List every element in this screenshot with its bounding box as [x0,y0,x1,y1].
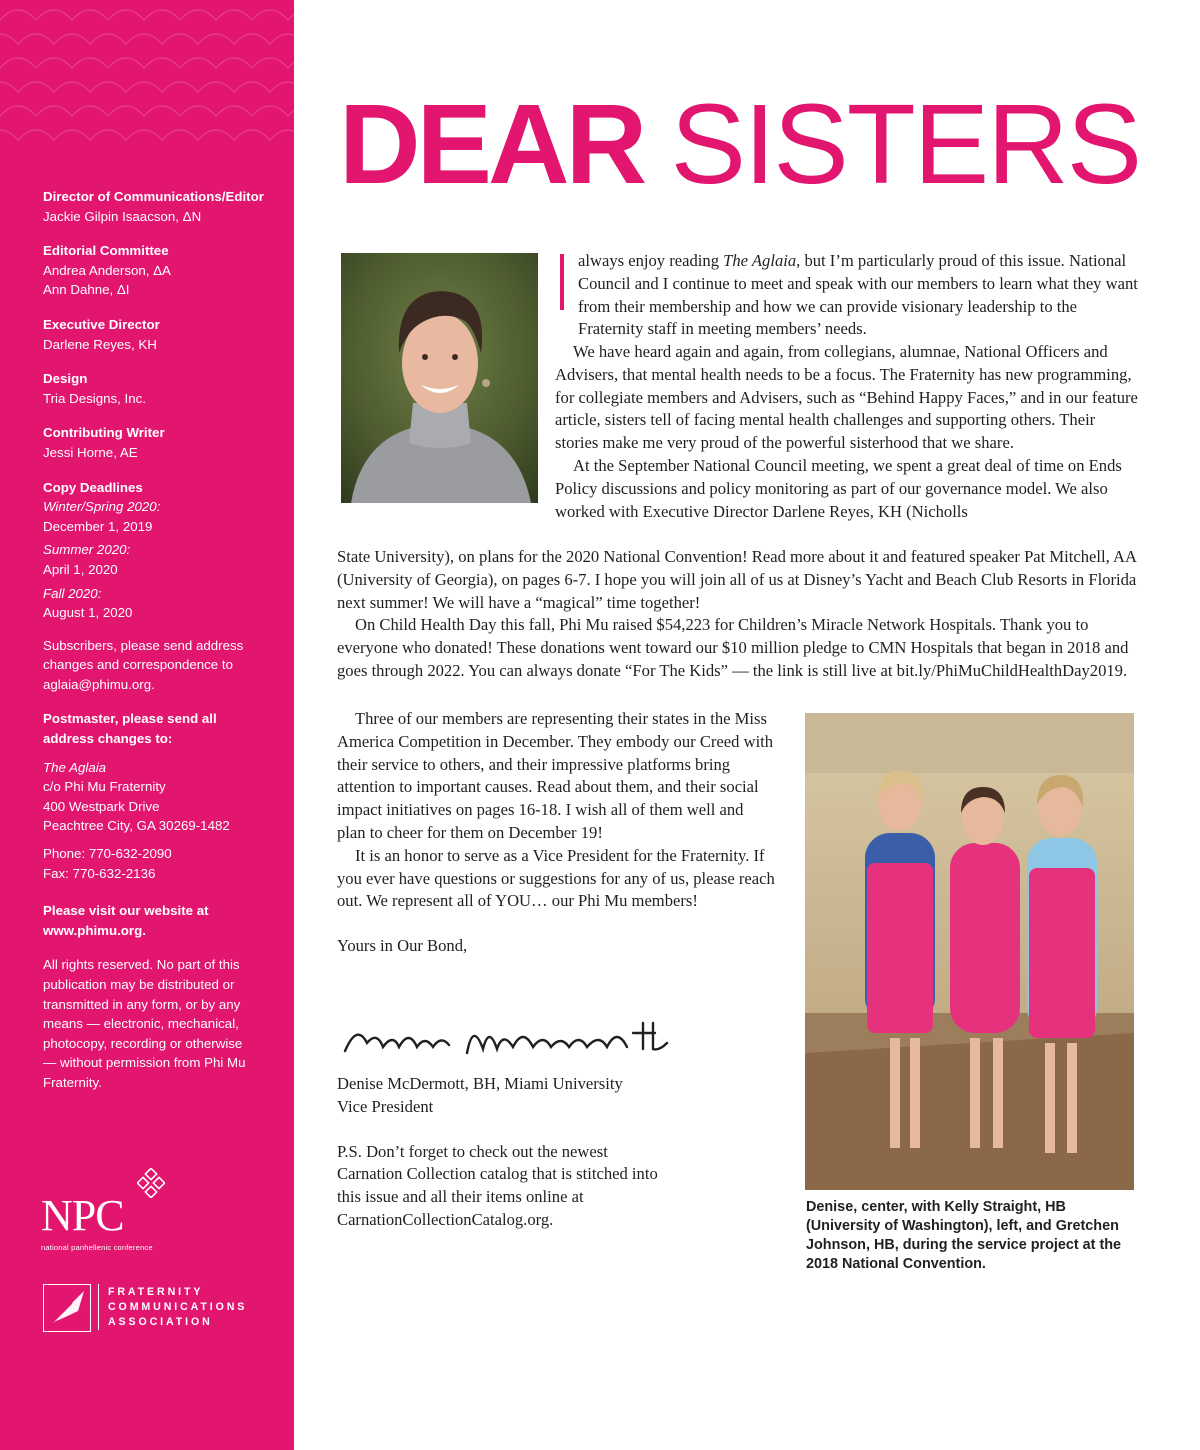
drop-cap-i [560,254,564,310]
fca-divider [98,1284,99,1330]
masthead-design [43,369,278,408]
masthead-exec [43,315,278,354]
masthead-committee [43,241,278,300]
exec-name: Darlene Reyes, KH [43,336,157,352]
signer-block [337,1073,775,1232]
deadline-date: December 1, 2019 [43,518,153,534]
convention-photo [805,713,1134,1190]
npc-tagline: national panhellenic conference [41,1243,153,1252]
carnation-icon [137,1168,165,1198]
phone-number: Phone: 770-632-2090 [43,846,172,862]
committee-label: Editorial Committee [43,243,169,259]
website-note: Please visit our website at www.phimu.org. [43,903,209,938]
committee-member: Andrea Anderson, ΔA [43,262,171,278]
postmaster-label: Postmaster, please send all address changes to: [43,711,217,747]
letter-paragraph: At the September National Council meeting, we spent a great deal of time on Ends Policy discussions and policy monitoring as part of our governance model. We also worked with Executive Director Darlene Reyes, KH (Nicholls [555,455,1122,521]
subscribers-text: Subscribers, please send address changes and correspondence to aglaia@phimu.org. [43,637,244,692]
address-publication: The Aglaia [43,759,107,775]
photo-caption: Denise, center, with Kelly Straight, HB (University of Washington), left, and Gretchen Johnson, HB, during the service project at the 2018 National Convention. [806,1199,1122,1272]
design-name: Tria Designs, Inc. [43,390,146,406]
deadline-issue: Fall 2020: [43,585,102,601]
fax-number: Fax: 770-632-2136 [43,865,156,881]
fca-line: COMMUNICATIONS [108,1301,248,1313]
deadline-date: April 1, 2020 [43,561,118,577]
letter-paragraph: State University), on plans for the 2020 National Convention! Read more about it and featured speaker Pat Mitchell, AA (University of Georgia), on pages 6-7. I hope you will join all of us at Disney’s Yacht and Beach Club Resorts in Florida next summer! We will have a “magical” time together! [337,547,1137,612]
subscribers-note [43,636,278,695]
scallop-pattern [0,0,294,150]
masthead-director [43,187,278,226]
rights-block [43,955,278,1092]
writer-name: Jessi Horne, AE [43,444,138,460]
masthead-info [43,187,278,1108]
fca-line: ASSOCIATION [108,1316,213,1328]
fca-wordmark [108,1285,247,1330]
exec-label: Executive Director [43,316,160,332]
website-block [43,901,278,940]
closing-line: Yours in Our Bond, [337,936,468,956]
signer-name: Denise McDermott, BH, Miami University [337,1074,623,1093]
postscript: P.S. Don’t forget to check out the newest Carnation Collection catalog that is stitched into this issue and all their items online at CarnationCollectionCatalog.org. [337,1141,658,1229]
deadline-date: August 1, 2020 [43,605,133,621]
letter-text: , but I’m particularly proud of this issue. National Council and I continue to meet and speak with our members to learn what they want from their membership and how we can provide visionary leadership to the Fraternity staff in meeting members’ needs. [578,251,1138,339]
deadline-issue: Winter/Spring 2020: [43,499,161,515]
address-line: Peachtree City, GA 30269-1482 [43,818,230,834]
letter-opening-lines [578,250,1138,341]
quill-icon [43,1284,91,1332]
rights-note: All rights reserved. No part of this publication may be distributed or transmitted in any form, or by any means — electronic, mechanical, photocopy, recording or otherwise — without permission from Phi Mu Fraternity. [43,957,246,1090]
committee-member: Ann Dahne, ΔI [43,282,130,298]
address-line: c/o Phi Mu Fraternity [43,779,166,795]
writer-label: Contributing Writer [43,425,165,441]
letter-paragraph: On Child Health Day this fall, Phi Mu raised $54,223 for Children’s Miracle Network Hospitals. Thank you to everyone who donated! These donations went toward our $10 million pledge to CMN Hospitals that began in 2018 and goes through 2022. You can always donate “For The Kids” — the link is still live at bit.ly/PhiMuChildHealthDay2019. [337,615,1129,680]
npc-logo [41,1168,241,1258]
postmaster-block [43,709,278,883]
masthead-writer [43,423,278,462]
masthead-deadlines [43,478,278,623]
director-name: Jackie Gilpin Isaacson, ΔN [43,208,202,224]
portrait-photo [341,253,538,503]
publication-name: The Aglaia [723,251,797,270]
letter-text: always enjoy reading [578,251,724,270]
deadline-issue: Summer 2020: [43,542,131,558]
letter-column-lower [337,708,775,958]
signer-title: Vice President [337,1096,434,1116]
signature-image [337,1013,682,1063]
letter-column-upper [555,341,1138,523]
design-label: Design [43,371,88,387]
director-label: Director of Communications/Editor [43,189,264,204]
letter-paragraph [578,250,1138,341]
letter-paragraph: We have heard again and again, from collegians, alumnae, National Officers and Advisers, that mental health needs to be a focus. The Fraternity has new programming, for collegiate members and Advisers, such as “Behind Happy Faces,” and in our feature article, sisters tell of facing mental health challenges and supporting others. Their stories make me very proud of the powerful sisterhood that we share. [555,342,1138,453]
deadlines-label: Copy Deadlines [43,479,143,495]
page-title [339,81,1141,207]
fca-line: FRATERNITY [108,1286,204,1298]
letter-full-width [337,546,1137,683]
letter-paragraph: Three of our members are representing their states in the Miss America Competition in December. They embody our Creed with their service to others, and their impressive platforms bring attention to important causes. Read about them, and their social impact initiatives on pages 16-18. I wish all of them well and plan to cheer for them on December 19! [337,709,774,842]
title-bold: DEAR [339,81,644,207]
fca-logo [43,1284,263,1334]
letter-paragraph: It is an honor to serve as a Vice President for the Fraternity. If you ever have questions or suggestions for any of us, please reach out. We represent all of YOU… our Phi Mu members! [337,845,775,911]
npc-wordmark: NPC [41,1191,124,1240]
masthead-sidebar [0,0,294,1450]
title-light: SISTERS [670,81,1141,207]
address-line: 400 Westpark Drive [43,798,160,814]
